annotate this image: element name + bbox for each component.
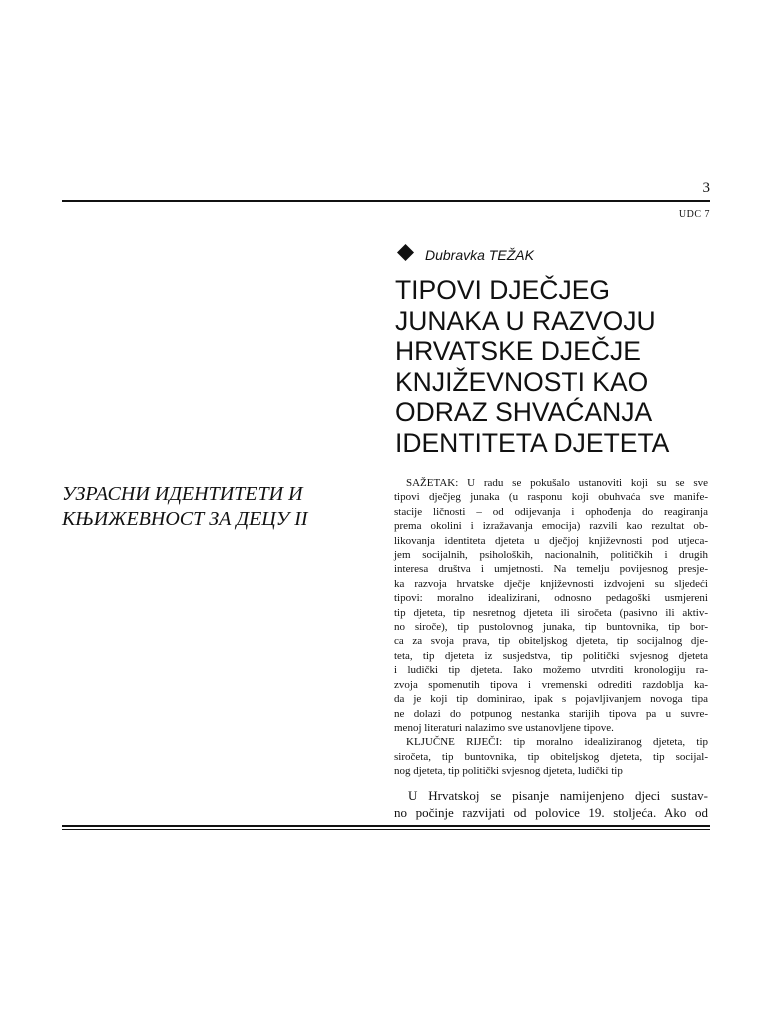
abstract-line: teta, tip djeteta iz susjedstva, tip politički svjesnog djeteta [394,649,708,662]
series-title-line: КЊИЖЕВНОСТ ЗА ДЕЦУ II [62,508,308,530]
footer-rule [62,829,710,830]
abstract-line: zvoja spomenutih tipova i vremenski odrediti razdoblja ka- [394,678,708,691]
title-line: KNJIŽEVNOSTI KAO [395,366,649,397]
series-title [62,482,387,532]
abstract-line: likovanja identiteta djeteta u dječjoj književnosti pod utjeca- [394,534,708,547]
footer-rule [62,825,710,827]
abstract-line: tipovi dječjeg junaka (u rasponu koji obuhvaća sve manife- [394,491,708,504]
keywords-line: siročeta, tip buntovnika, tip obiteljskog djeteta, tip socijal- [394,750,708,763]
abstract-line: jem socijalnih, psiholoških, nacionalnih, političkih i drugih [394,549,708,562]
abstract [394,476,708,779]
abstract-line: interesa društva i umjetnosti. Na temelju povijesnog presje- [394,563,708,576]
title-line: HRVATSKE DJEČJE [395,336,641,367]
abstract-line: menoj literaturi nalazimo sve ustanovljene tipove. [394,721,614,734]
abstract-line: ka razvoja hrvatske dječje književnosti izdvojeni su sljedeći [394,577,708,590]
abstract-line: prema okolini i izražavanja emocija) razvili kao rezultat ob- [394,520,708,533]
abstract-line: tipovi: moralno idealizirani, odnosno pedagoški usmjereni [394,592,708,605]
diamond-icon [397,244,414,261]
series-title-line: УЗРАСНИ ИДЕНТИТЕТИ И [62,483,303,505]
keywords-line: KLJUČNE RIJEČI: tip moralno idealiziranog djeteta, tip [406,736,708,749]
abstract-line: i ludički tip djeteta. Iako možemo utvrditi kronologiju ra- [394,664,708,677]
abstract-line: da je koji tip dominirao, ipak s pojavljivanjem novoga tipa [394,693,708,706]
author-name: Dubravka TEŽAK [425,247,534,263]
body-line: no počinje razvijati od polovice 19. stoljeća. Ako od [394,805,708,820]
title-line: TIPOVI DJEČJEG [395,275,610,305]
article-title [395,275,715,459]
abstract-line: SAŽETAK: U radu se pokušalo ustanoviti koji su se sve [406,477,708,489]
abstract-line: no siroče), tip pustolovnog junaka, tip buntovnika, tip bor- [394,621,708,634]
body-text [394,787,708,821]
title-line: JUNAKA U RAZVOJU [395,305,656,336]
title-line: ODRAZ SHVAĆANJA [395,397,653,428]
body-line: U Hrvatskoj se pisanje namijenjeno djeci sustav- [408,788,708,803]
abstract-line: ne dolazi do potpunog nestanka starijih tipova pa u suvre- [394,707,708,720]
page-number: 3 [702,180,710,196]
abstract-line: ca za svoja prava, tip obiteljskog djeteta, tip socijalnog dje- [394,635,708,648]
udc-code: UDC 7 [678,209,710,220]
title-line: IDENTITETA DJETETA [395,427,670,458]
abstract-line: tip djeteta, tip nesretnog djeteta ili siročeta (pasivno ili aktiv- [394,606,708,619]
keywords-line: nog djeteta, tip politički svjesnog djeteta, ludički tip [394,765,623,778]
header-rule [62,200,710,202]
abstract-line: stacije ličnosti – od odijevanja i ophođenja do reagiranja [394,505,708,518]
